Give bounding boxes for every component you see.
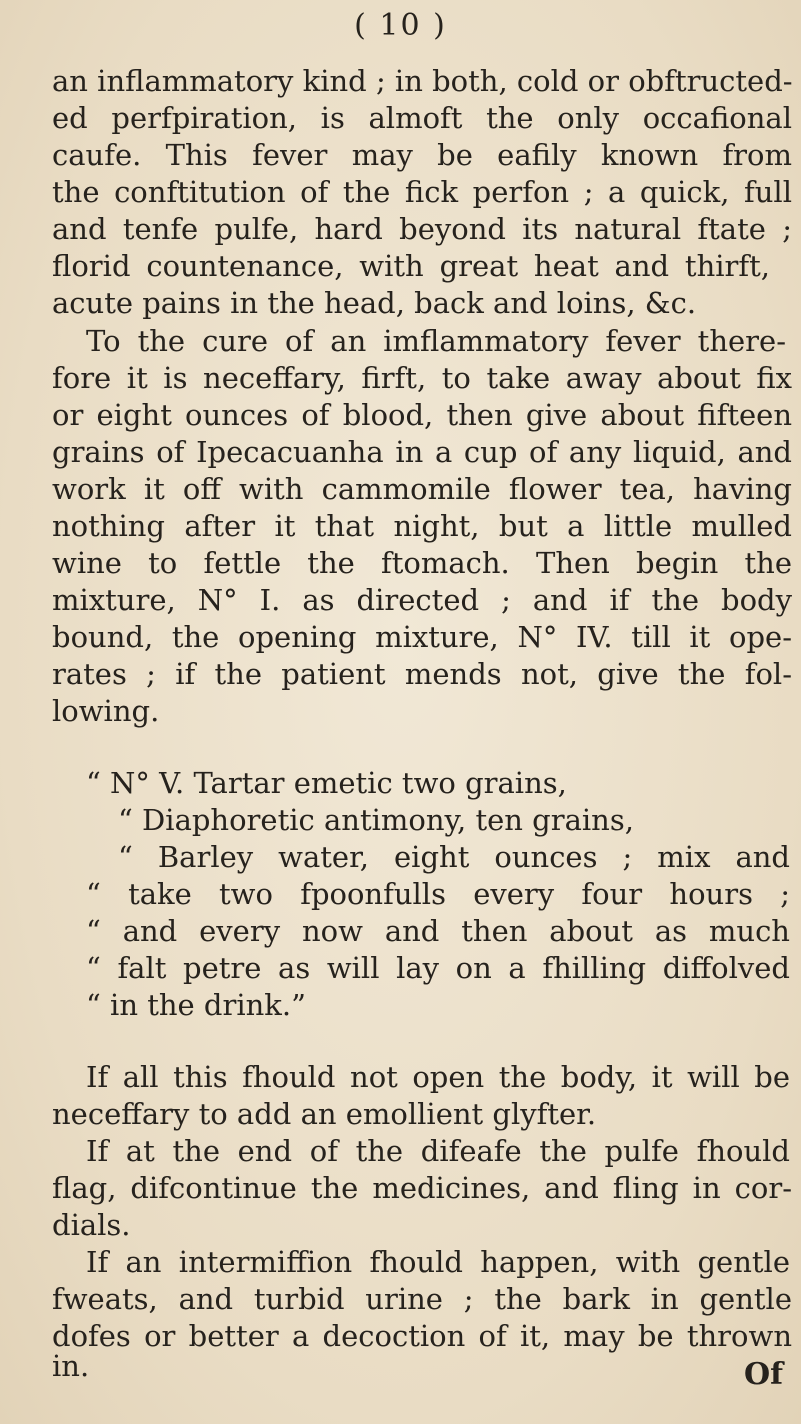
text-line: dofes or better a decoction of it, may be thrown <box>52 1319 792 1353</box>
text-line: If an intermiffion fhould happen, with gentle <box>86 1245 790 1279</box>
text-line: dials. <box>52 1208 131 1242</box>
text-line: neceffary to add an emollient glyfter. <box>52 1097 597 1131</box>
text-line: an inflammatory kind ; in both, cold or obftructed- <box>52 64 793 98</box>
recipe-line: “ take two fpoonfulls every four hours ; <box>86 877 790 911</box>
recipe-line: “ falt petre as will lay on a fhilling diffolved <box>86 951 790 985</box>
text-line: rates ; if the patient mends not, give the fol- <box>52 657 792 691</box>
text-line: in. <box>52 1349 90 1383</box>
text-line: grains of Ipecacuanha in a cup of any liquid, and <box>52 435 792 469</box>
text-line: If all this fhould not open the body, it will be <box>86 1060 790 1094</box>
text-line: work it off with cammomile flower tea, having <box>52 472 792 506</box>
text-line: caufe. This fever may be eafily known from <box>52 138 792 172</box>
text-line: To the cure of an imflammatory fever there- <box>86 324 786 358</box>
text-line: ed perfpiration, is almoft the only occafional <box>52 101 792 135</box>
recipe-line: “ Barley water, eight ounces ; mix and <box>118 840 790 874</box>
page-number: ( 10 ) <box>354 8 447 43</box>
recipe-line: “ and every now and then about as much <box>86 914 790 948</box>
text-line: lowing. <box>52 694 160 728</box>
text-line: flag, difcontinue the medicines, and fling in cor- <box>52 1171 792 1205</box>
text-line: wine to fettle the ftomach. Then begin the <box>52 546 792 580</box>
recipe-line: “ N° V. Tartar emetic two grains, <box>86 766 567 800</box>
text-line: acute pains in the head, back and loins, &c. <box>52 286 697 320</box>
text-line: the conftitution of the fick perfon ; a quick, full <box>52 175 792 209</box>
text-line: and tenfe pulfe, hard beyond its natural ftate ; <box>52 212 792 246</box>
catchword: Of <box>743 1357 783 1392</box>
text-line: If at the end of the difeafe the pulfe fhould <box>86 1134 790 1168</box>
text-line: or eight ounces of blood, then give about fifteen <box>52 398 792 432</box>
recipe-line: “ Diaphoretic antimony, ten grains, <box>118 803 634 837</box>
text-line: nothing after it that night, but a little mulled <box>52 509 792 543</box>
text-line: florid countenance, with great heat and thirft, <box>52 249 770 283</box>
text-line: mixture, N° I. as directed ; and if the body <box>52 583 792 617</box>
text-line: fweats, and turbid urine ; the bark in gentle <box>52 1282 792 1316</box>
text-line: fore it is neceffary, firft, to take away about fix <box>52 361 792 395</box>
recipe-line: “ in the drink.” <box>86 988 306 1022</box>
text-line: bound, the opening mixture, N° IV. till it ope- <box>52 620 792 654</box>
